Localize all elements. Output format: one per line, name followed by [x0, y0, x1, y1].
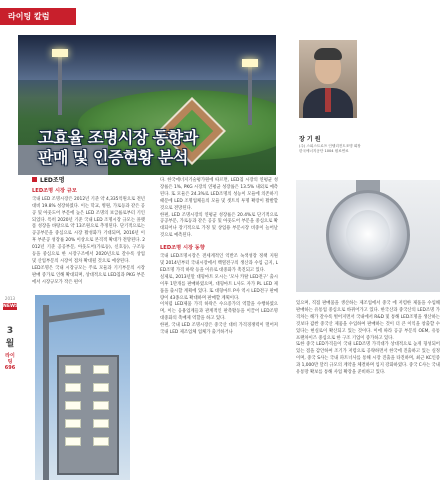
paragraph: 실제로, 2013년말 대형마트 모시는 '모사 카탈 LED전구' 출시 이후 1만개를 판매하였으며, 대형마트 L사도 자가 PL LED 제품을 출시할 계획에 있다. 또 대형마트 P사 역시 LED전구 판매량이 43종으로 확대하며 판매할 계획이다. — [160, 274, 278, 301]
led-module — [65, 437, 81, 446]
side-vertical-text: 라이팅 696 — [4, 353, 16, 371]
led-module — [93, 401, 109, 410]
led-lamp-photo — [296, 180, 440, 292]
side-strip — [3, 296, 17, 371]
paragraph: 이처럼 LED제품 가격 하락은 수요증가의 역할을 수행하였으며, 이는 응용업계들과 관계적인 판촉활동을 이끌어 LED조명 대중화의 촉매제 역할을 하고 있다. — [160, 302, 278, 322]
led-module — [93, 419, 109, 428]
hero-light-pole — [58, 55, 62, 115]
author-portrait — [299, 40, 357, 118]
side-issue: 2013 — [4, 296, 16, 301]
paragraph: LED조명은 국내 시장규모는 주로 모듈과 기기부문의 시장판매 증가로 인해 확대되며, 상대적으로 LED칩과 PKG 부문에서 시장규모가 작은 편이 — [32, 265, 145, 285]
author-affiliation-line2: 한국에너지공단 1004 원료연료 — [299, 149, 349, 153]
portrait-tie — [325, 88, 331, 112]
led-module — [65, 401, 81, 410]
paragraph: 있으며, 직접 판매품을 생산하는 제조업에서 중국 에 저렴한 제품을 수입해 판매하는 유통업 중심으로 바뀌어가고 있다. 한국산과 중국산의 LED조명 가격차는 해가 갈수록 벌어지면서 국내에서 R&D 및 통해 LED조명을 생산하는 것보다 값싼 중국산 제품을 수입하여 판매하는 것이 더 큰 이익을 창출할 수 있다는 현실로이 확산되고 있는 것이다. 이에 따라 공공 부문의 OEM, 유통 프랜차이즈 중심으로 한 구조 기업이 증가하고 있다. — [296, 301, 440, 341]
paragraph: 국내 LED 조명시장은 2012년 기준 약 4,335억원으로 전년대비 19.8% 성장하였다. 이는 학교, 병원, 가로등과 같은 공공 및 아웃도어 부문에 높은 LED 조명의 보급률로부터 기인되었다. 특히 2020년 기준 국내 LED 조명시장 규모는 플랫폼 성장을 바탕으로 약 13조원으로 추정된다. 단기적으로는 공공부문을 중심으로 시장 활성화가 기대되며, 2016년 이후 부분공 성장률 20% 이상으로 본격적 확대가 전망된다. 2012년 기준 공공부문, 아웃도어(가로등), 신호등), 구조등 등을 중심으로 한 시장구조에서 2020년으로 갈수록 상업 및 산업부문의 시장이 점차 확대될 것으로 예상된다. — [32, 196, 145, 264]
section-bullet-icon — [32, 177, 37, 182]
section-title-text: LED조명 — [40, 177, 65, 184]
led-module — [93, 383, 109, 392]
led-module — [93, 437, 109, 446]
led-module — [65, 383, 81, 392]
hero-title-line1: 고효율 조명시장 동향과 — [38, 128, 198, 147]
street-light-pole — [43, 305, 49, 480]
led-module — [65, 419, 81, 428]
paragraph: 또한 중국 LED가격들이 국내 LED조명 가격대가 상대적으로 높게 형성되어 있는 점을 감안하여 조기가 저렴으로 공략하면서 한국에 진출하고 있는 실정이며, 중국 S사는 국내 파트너사를 통해 시장 진출을 타진하며, 최근 KC인증과 1,000만 달러 규모의 계약을 체결하며 입지 강화하였다. 중국 C사는 국내 유통망 확보를 통해 사업 확장을 준비하고 있다. — [296, 342, 440, 376]
paragraph: 한편, 국내 LED 조명시장은 중국산 대비 가격경쟁력이 떨어져 국내 LED 제조업체 업체가 출거하거나 — [160, 323, 278, 336]
hero-sky — [18, 35, 276, 80]
street-light-photo — [35, 295, 130, 480]
hero-title-line2: 판매 및 인증현황 분석 — [38, 148, 188, 167]
news-badge: NEWS — [3, 304, 19, 309]
subheading: LED조명 시장 동향 — [160, 245, 205, 252]
subheading: LED조명 시장 규모 — [32, 187, 77, 194]
paragraph: 다. 한국에너지기술평가원에 따르면, LED칩 시장의 연평균 성장률은 1%, PKG 시장의 연평균 성장률은 13.5% 내외로 예측된다. 또 모듈은 24.3%로 LED조명의 성능이 모듈에 의존하기 때문에 LED 조명업체들의 모듈 및 셋트의 투명 확장이 활발할 것으로 전망된다. — [160, 178, 278, 211]
author-affiliation-line1: (주) 스피스트로프 인텔리전트조명 회장 — [299, 144, 361, 148]
section-title — [32, 177, 145, 185]
portrait-hair — [314, 48, 342, 60]
author-affiliation — [299, 144, 439, 154]
author-name: 장 기 원 — [299, 136, 321, 143]
article-column-1 — [32, 177, 145, 287]
hero-floodlight — [52, 49, 68, 57]
lamp-reflector — [346, 210, 390, 258]
led-module — [65, 365, 81, 374]
hero-title — [38, 128, 198, 168]
article-column-3 — [296, 301, 440, 377]
side-month: 3월 — [5, 326, 15, 349]
street-light-head — [57, 355, 119, 475]
hero-light-pole — [248, 65, 252, 125]
hero-floodlight — [242, 59, 258, 67]
street-light-arm — [45, 309, 105, 323]
hero-image — [18, 35, 276, 175]
paragraph: 국내 LED조명시장은 전세계적인 억반조 녹색성장 정책 지원 및 2014년부터 국내시장에서 백열전구의 생산과 수입 금지, LED조명 가격 하락 등을 이유로 대중화가 촉진되고 있다. — [160, 254, 278, 273]
article-column-2 — [160, 178, 278, 337]
column-tab: 라이팅 칼럼 — [0, 8, 76, 25]
paragraph: 한편, LED 조명시장의 연평균 성장률은 20.4%로 단기적으로 공공부문, 가로등과 같은 공공 및 아웃도어 부문을 중심으로 확대되어나 장기적으로 가정 및 상업용 부문시장 비중이 늘어날 것으로 예측된다. — [160, 212, 278, 239]
led-module — [93, 365, 109, 374]
